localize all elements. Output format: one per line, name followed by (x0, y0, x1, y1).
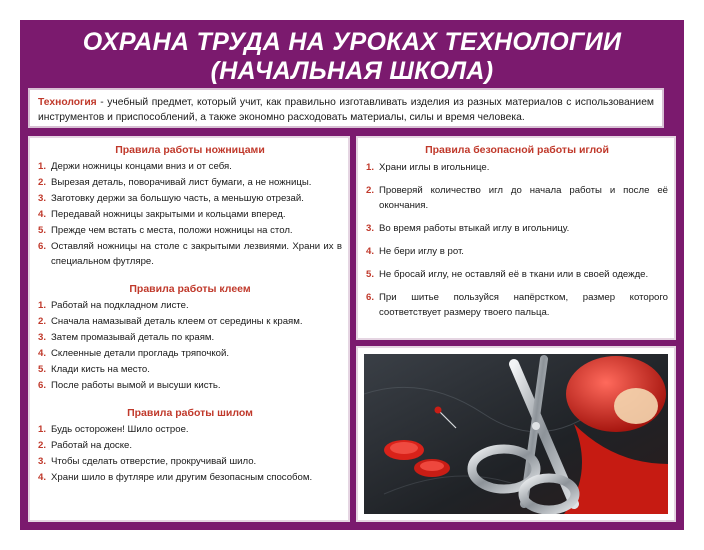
item-text: Храни шило в футляре или другим безопасным способом. (51, 471, 313, 483)
item-text: Передавай ножницы закрытыми и кольцами вперед. (51, 209, 286, 220)
list-item (38, 347, 342, 362)
list-item (38, 224, 342, 239)
item-number: 2. (366, 185, 375, 196)
item-number: 3. (38, 331, 47, 343)
list-item (38, 160, 342, 175)
item-text: Будь осторожен! Шило острое. (51, 423, 189, 435)
list-item (366, 221, 668, 236)
item-text: Склеенные детали прогладь тряпочкой. (51, 347, 230, 359)
item-number: 5. (366, 269, 375, 280)
item-text: После работы вымой и высуши кисть. (51, 379, 221, 391)
awl-heading: Правила работы шилом (127, 406, 253, 419)
item-number: 1. (38, 161, 47, 172)
item-text: Храни иглы в игольнице. (379, 162, 490, 173)
sewing-tools-photo (356, 346, 676, 522)
item-number: 3. (366, 223, 375, 234)
title-line-1: ОХРАНА ТРУДА НА УРОКАХ ТЕХНОЛОГИИ (82, 28, 622, 56)
list-item (38, 176, 342, 191)
item-number: 5. (38, 225, 47, 236)
list-item (38, 299, 342, 314)
list-item (38, 363, 342, 378)
item-number: 4. (38, 347, 47, 359)
left-rules-panel (28, 136, 350, 522)
item-number: 2. (38, 177, 47, 188)
item-number: 4. (366, 246, 375, 257)
item-number: 5. (38, 363, 47, 375)
scissors-rules (38, 160, 342, 269)
needle-heading: Правила безопасной работы иглой (425, 144, 609, 156)
item-text: При шитье пользуйся напёрстком, размер которого соответствует размеру твоего пальца. (379, 292, 668, 318)
item-text: Прежде чем встать с места, положи ножницы на стол. (51, 225, 293, 236)
item-text: Не бери иглу в рот. (379, 246, 464, 257)
needle-rules-panel (356, 136, 676, 340)
item-text: Клади кисть на место. (51, 363, 150, 375)
item-text: Чтобы сделать отверстие, прокручивай шило. (51, 455, 257, 467)
item-number: 1. (38, 299, 47, 311)
page-title (20, 28, 684, 86)
intro-box (28, 88, 664, 128)
list-item (366, 290, 668, 320)
item-text: Оставляй ножницы на столе с закрытыми лезвиями. Храни их в специальном футляре. (51, 241, 342, 267)
list-item (38, 439, 342, 454)
needle-rules (366, 160, 668, 320)
item-number: 4. (38, 471, 47, 483)
item-text: Держи ножницы концами вниз и от себя. (51, 161, 232, 172)
item-text: Не бросай иглу, не оставляй её в ткани или в своей одежде. (379, 269, 649, 280)
glue-rules (38, 299, 342, 394)
sewing-tools-icon (364, 354, 668, 514)
glue-heading: Правила работы клеем (129, 282, 251, 295)
scissors-heading: Правила работы ножницами (115, 144, 265, 156)
item-text: Работай на подкладном листе. (51, 299, 189, 311)
item-number: 6. (38, 379, 47, 391)
intro-text: - учебный предмет, который учит, как правильно изготавливать изделия из разных материалов с использованием инструментов и приспособлений, а также экономно расходовать материалы, силы и время человека. (38, 97, 654, 123)
item-number: 1. (366, 162, 375, 173)
list-item (38, 192, 342, 207)
item-number: 4. (38, 209, 47, 220)
list-item (38, 379, 342, 394)
poster (20, 20, 684, 530)
item-number: 2. (38, 315, 47, 327)
list-item (38, 471, 342, 486)
list-item (38, 315, 342, 330)
list-item (366, 183, 668, 213)
item-text: Во время работы втыкай иглу в игольницу. (379, 223, 570, 234)
item-text: Заготовку держи за большую часть, а меньшую отрезай. (51, 193, 304, 204)
intro-term: Технология (38, 97, 97, 108)
list-item (38, 208, 342, 223)
item-number: 1. (38, 423, 47, 435)
item-number: 6. (38, 241, 47, 252)
list-item (38, 423, 342, 438)
item-text: Затем промазывай деталь по краям. (51, 331, 215, 343)
item-number: 2. (38, 439, 47, 451)
awl-rules (38, 423, 342, 486)
list-item (38, 240, 342, 269)
list-item (366, 267, 668, 282)
item-text: Работай на доске. (51, 439, 133, 451)
item-number: 3. (38, 455, 47, 467)
list-item (38, 455, 342, 470)
item-text: Сначала намазывай деталь клеем от середины к краям. (51, 315, 303, 327)
list-item (38, 331, 342, 346)
item-text: Проверяй количество игл до начала работы и после её окончания. (379, 185, 668, 211)
item-number: 3. (38, 193, 47, 204)
item-text: Вырезая деталь, поворачивай лист бумаги, а не ножницы. (51, 177, 312, 188)
list-item (366, 160, 668, 175)
item-number: 6. (366, 292, 375, 303)
title-line-2: (НАЧАЛЬНАЯ ШКОЛА) (210, 57, 494, 85)
list-item (366, 244, 668, 259)
